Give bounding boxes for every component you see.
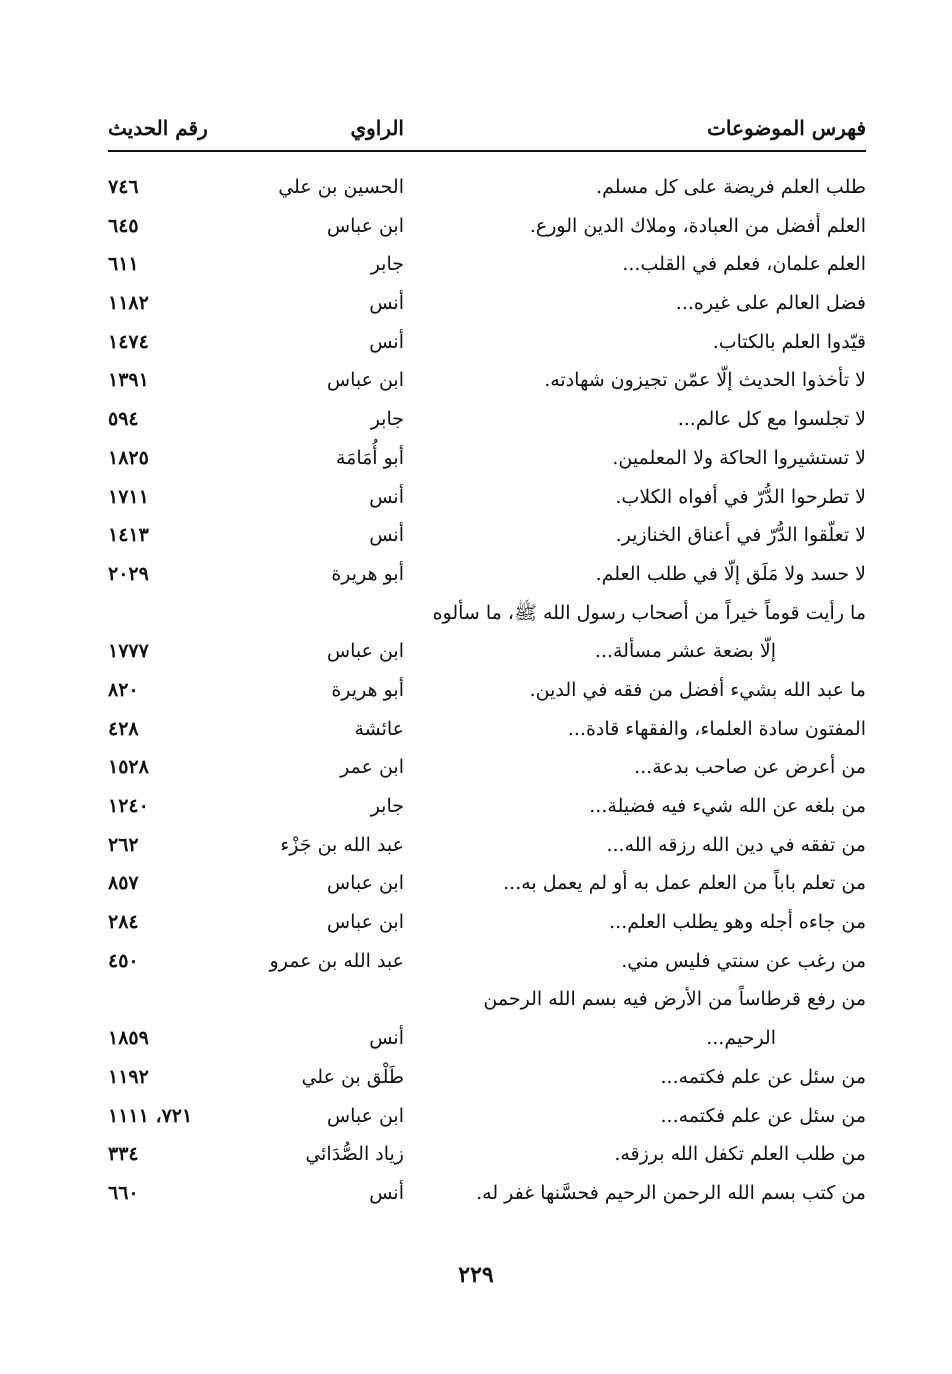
table-row (108, 1174, 866, 1213)
topic-text: ما عبد الله بشيء أفضل من فقه في الدين. (529, 678, 866, 701)
table-row (108, 942, 866, 981)
table-row (108, 207, 866, 246)
topic-text: من رغب عن سنتي فليس مني. (621, 949, 866, 972)
topic-cell (483, 980, 866, 1057)
topic-cell (614, 1135, 866, 1174)
hadith-number-cell: ١٧١١ (108, 485, 149, 508)
topic-cell (660, 1097, 866, 1136)
topic-continuation-text: الرحيم... (706, 1027, 776, 1050)
table-row (108, 361, 866, 400)
topic-text: من رفع قرطاساً من الأرض فيه بسم الله الرحمن (483, 988, 866, 1011)
table-row (108, 516, 866, 555)
narrator-cell: ابن عباس (326, 1104, 404, 1127)
topic-text: لا تستشيروا الحاكة ولا المعلمين. (612, 446, 866, 469)
page-number: ٢٢٩ (458, 1262, 494, 1288)
hadith-number-cell: ١٣٩١ (108, 369, 149, 392)
table-row (108, 168, 866, 207)
topic-cell (544, 361, 866, 400)
topic-cell (621, 942, 866, 981)
topic-cell (609, 903, 866, 942)
narrator-cell: عبد الله بن عمرو (269, 949, 404, 972)
hadith-number-cell: ٨٢٠ (108, 678, 139, 701)
table-row (108, 1097, 866, 1136)
table-row (108, 826, 866, 865)
narrator-cell: أنس (369, 485, 404, 508)
topic-continuation-text: إلّا بضعة عشر مسألة... (594, 640, 776, 663)
hadith-number-cell: ٣٣٤ (108, 1143, 139, 1166)
topic-cell (606, 826, 866, 865)
topic-cell (503, 864, 866, 903)
narrator-cell: ابن عمر (340, 756, 404, 779)
topic-text: العلم أفضل من العبادة، وملاك الدين الورع. (529, 214, 866, 237)
table-row (108, 710, 866, 749)
narrator-cell: أبو أُمَامَة (335, 446, 404, 469)
topic-text: لا تعلّقوا الدُّرّ في أعناق الخنازير. (615, 524, 866, 547)
topic-text: لا تطرحوا الدُّرّ في أفواه الكلاب. (615, 485, 866, 508)
topic-text: من تفقه في دين الله رزقه الله... (606, 833, 866, 856)
narrator-cell: أبو هريرة (331, 562, 404, 585)
topic-cell (713, 323, 866, 362)
topic-cell (676, 284, 866, 323)
narrator-cell: أنس (369, 1027, 404, 1050)
topic-text: المفتون سادة العلماء، والفقهاء قادة... (567, 717, 866, 740)
topic-cell (615, 478, 866, 517)
hadith-number-cell: ١٧٧٧ (108, 640, 149, 663)
narrator-cell: أنس (369, 1181, 404, 1204)
hadith-number-cell: ١٤١٣ (108, 524, 149, 547)
header-rule (108, 150, 866, 152)
topic-text: لا حسد ولا مَلَق إلّا في طلب العلم. (595, 562, 866, 585)
topic-cell (596, 555, 866, 594)
hadith-number-cell: ١١٩٢ (108, 1065, 149, 1088)
index-table (108, 168, 866, 1213)
table-row (108, 439, 866, 478)
topic-text: من بلغه عن الله شيء فيه فضيلة... (589, 795, 866, 818)
topic-text: من تعلم باباً من العلم عمل به أو لم يعمل به... (503, 872, 866, 895)
narrator-cell: طَلْق بن علي (301, 1065, 404, 1088)
topic-text: من سئل عن علم فكتمه... (660, 1065, 866, 1088)
topic-cell (589, 787, 866, 826)
topic-text: ما رأيت قوماً خيراً من أصحاب رسول الله ﷺ، ما سألوه (432, 601, 866, 624)
table-row (108, 245, 866, 284)
hadith-number-cell: ٤٢٨ (108, 717, 139, 740)
topic-cell (622, 245, 866, 284)
hadith-number-cell: ٢٨٤ (108, 911, 139, 934)
hadith-number-cell: ٧٢١، ١١١١ (108, 1104, 193, 1127)
hadith-number-cell: ٦٦٠ (108, 1181, 139, 1204)
topic-cell (568, 710, 866, 749)
narrator-cell: الحسين بن علي (278, 176, 404, 198)
narrator-cell: زياد الصُّدَائي (305, 1143, 404, 1166)
table-row (108, 864, 866, 903)
hadith-number-cell: ١٤٧٤ (108, 330, 149, 353)
table-row (108, 1135, 866, 1174)
narrator-cell: جابر (370, 795, 404, 818)
topic-cell (612, 439, 866, 478)
topic-cell (530, 671, 866, 710)
topic-cell (616, 516, 866, 555)
narrator-cell: أنس (369, 292, 404, 315)
table-row (108, 980, 866, 1057)
hadith-number-cell: ٥٩٤ (108, 408, 139, 431)
narrator-cell: أنس (369, 524, 404, 547)
table-header (108, 112, 866, 148)
topic-text: من جاءه أجله وهو يطلب العلم... (609, 911, 866, 934)
narrator-cell: عبد الله بن جَزْء (280, 833, 404, 856)
hadith-number-cell: ١٥٢٨ (108, 756, 149, 779)
table-row (108, 594, 866, 671)
narrator-cell: ابن عباس (326, 911, 404, 934)
narrator-cell: عائشة (354, 717, 404, 740)
topic-text: العلم علمان، فعلم في القلب... (622, 253, 866, 276)
table-row (108, 555, 866, 594)
hadith-number-cell: ٨٥٧ (108, 872, 139, 895)
table-row (108, 478, 866, 517)
table-row (108, 323, 866, 362)
narrator-cell: أنس (369, 330, 404, 353)
narrator-cell: أبو هريرة (331, 678, 404, 701)
hadith-number-column-title: رقم الحديث (108, 116, 208, 140)
narrator-cell: ابن عباس (326, 369, 404, 392)
hadith-number-cell: ١٨٢٥ (108, 446, 149, 469)
hadith-number-cell: ٦١١ (108, 253, 139, 276)
table-row (108, 1058, 866, 1097)
hadith-number-cell: ٢٠٢٩ (108, 562, 149, 585)
table-row (108, 787, 866, 826)
narrator-column-title: الراوي (350, 116, 404, 140)
narrator-cell: ابن عباس (326, 214, 404, 237)
topic-cell (634, 748, 866, 787)
hadith-number-cell: ١١٨٢ (108, 292, 149, 315)
topic-text: من طلب العلم تكفل الله برزقه. (614, 1143, 866, 1166)
topic-text: من كتب بسم الله الرحمن الرحيم فحسَّنها غفر له. (476, 1181, 866, 1204)
narrator-cell: ابن عباس (326, 640, 404, 663)
topic-text: قيّدوا العلم بالكتاب. (712, 330, 866, 353)
topic-cell (596, 168, 866, 207)
table-row (108, 903, 866, 942)
hadith-number-cell: ١٢٤٠ (108, 795, 149, 818)
hadith-number-cell: ٤٥٠ (108, 949, 139, 972)
topic-text: فضل العالم على غيره... (675, 292, 866, 315)
table-row (108, 748, 866, 787)
topic-cell (678, 400, 866, 439)
hadith-number-cell: ٦٤٥ (108, 214, 139, 237)
topic-cell (433, 594, 866, 671)
table-row (108, 671, 866, 710)
table-row (108, 400, 866, 439)
narrator-cell: ابن عباس (326, 872, 404, 895)
topic-text: لا تأخذوا الحديث إلّا عمّن تجيزون شهادته. (544, 369, 866, 392)
topic-text: لا تجلسوا مع كل عالم... (677, 408, 866, 431)
topic-cell (530, 207, 866, 246)
narrator-cell: جابر (370, 253, 404, 276)
narrator-cell: جابر (370, 408, 404, 431)
hadith-number-cell: ٢٦٢ (108, 833, 139, 856)
topic-text: طلب العلم فريضة على كل مسلم. (596, 176, 866, 198)
table-row (108, 284, 866, 323)
hadith-number-cell: ١٨٥٩ (108, 1027, 149, 1050)
topic-text: من أعرض عن صاحب بدعة... (634, 756, 866, 779)
topics-column-title: فهرس الموضوعات (707, 116, 866, 140)
hadith-number-cell: ٧٤٦ (108, 176, 139, 198)
topic-cell (476, 1174, 866, 1213)
topic-cell (660, 1058, 866, 1097)
topic-text: من سئل عن علم فكتمه... (660, 1104, 866, 1127)
